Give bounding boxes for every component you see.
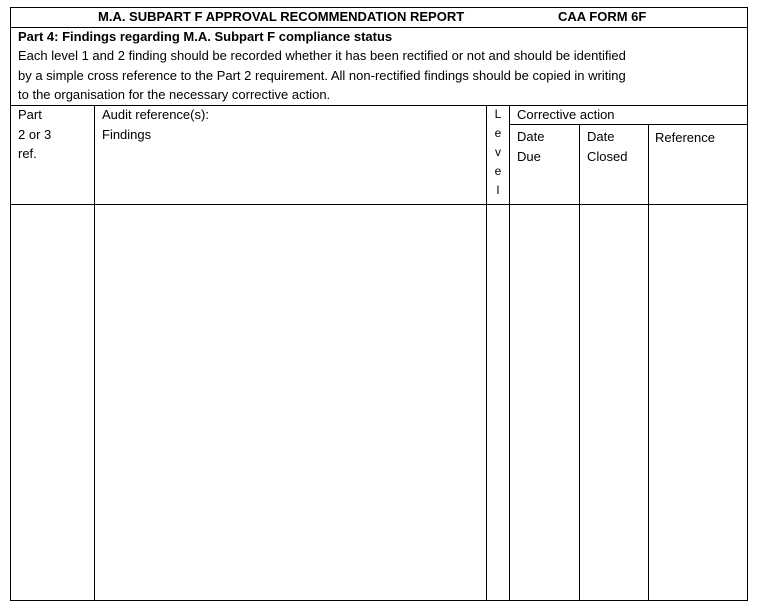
part-ref-line: Part (18, 107, 42, 122)
level-letter: e (494, 164, 502, 178)
level-letter: e (494, 126, 502, 140)
section-intro (11, 27, 747, 106)
instruction-line: by a simple cross reference to the Part 2 requirement. All non-rectified findings should be copied in writing (18, 67, 626, 83)
findings-entry-area[interactable] (11, 204, 747, 600)
date-due-line: Date (517, 129, 545, 144)
corrective-action-header: Corrective action (517, 107, 615, 122)
instruction-line: to the organisation for the necessary corrective action. (18, 87, 331, 102)
date-closed-line: Closed (587, 148, 628, 164)
audit-reference-label: Audit reference(s): (102, 107, 209, 122)
instruction-line: Each level 1 and 2 finding should be recorded whether it has been rectified or not and should be identified (18, 48, 626, 63)
date-due-line: Due (517, 148, 541, 164)
part-ref-header (18, 105, 51, 164)
level-letter: l (496, 183, 500, 197)
level-letter: v (495, 145, 501, 159)
audit-findings-header (102, 105, 209, 144)
date-closed-line: Date (587, 129, 615, 144)
date-due-header (517, 127, 544, 166)
instruction-text (18, 46, 743, 105)
date-closed-header (587, 127, 627, 166)
reference-header: Reference (655, 130, 715, 145)
level-header (487, 105, 509, 200)
section-heading: Part 4: Findings regarding M.A. Subpart F compliance status (18, 29, 393, 44)
findings-label: Findings (102, 126, 152, 142)
form-id: CAA FORM 6F (558, 9, 647, 24)
approval-recommendation-form (10, 7, 748, 601)
part-ref-line: 2 or 3 (18, 126, 52, 142)
level-letter: L (494, 107, 502, 121)
report-title: M.A. SUBPART F APPROVAL RECOMMENDATION REPORT (98, 9, 465, 24)
part-ref-line: ref. (18, 146, 37, 161)
form-title-bar (11, 8, 747, 28)
